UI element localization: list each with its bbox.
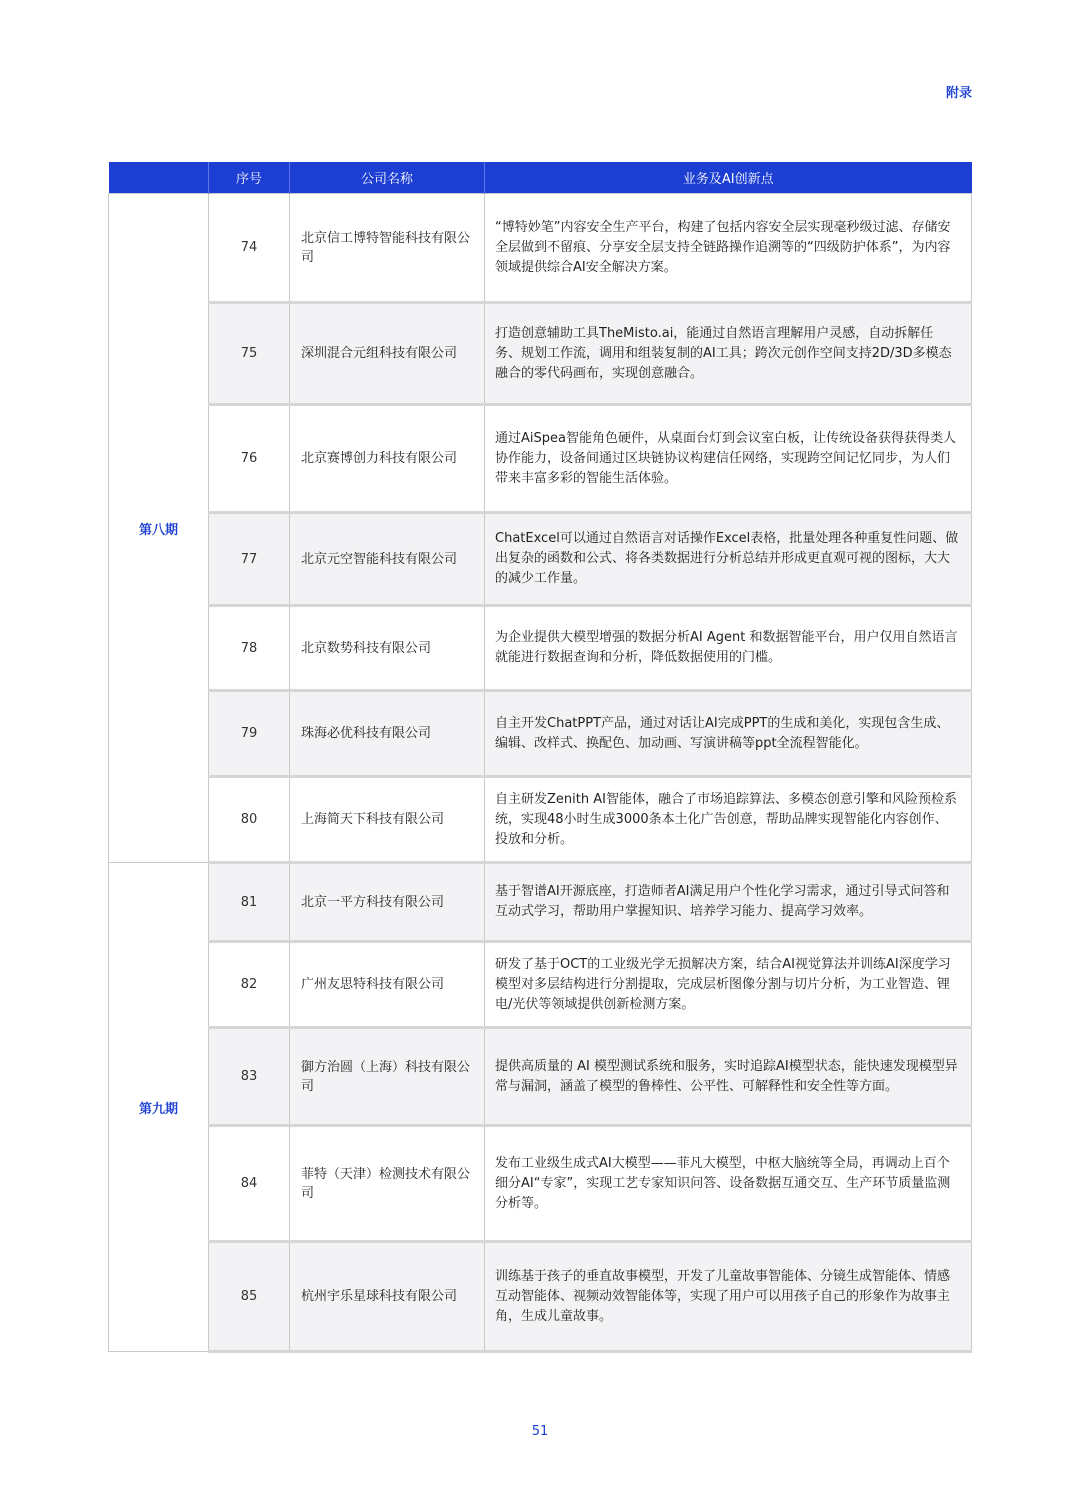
company-cell: 御方治圆（上海）科技有限公司 [290, 1028, 485, 1126]
column-header-period [109, 162, 209, 194]
desc-cell: 发布工业级生成式AI大模型——菲凡大模型，中枢大脑统等全局，再调动上百个细分AI“专家”，实现工艺专家知识问答、设备数据互通交互、生产环节质量监测分析等。 [485, 1126, 972, 1242]
company-cell: 上海简天下科技有限公司 [290, 777, 485, 863]
table-header-row [109, 162, 972, 194]
company-cell: 深圳混合元组科技有限公司 [290, 303, 485, 405]
table-row [109, 405, 972, 513]
desc-cell: 自主研发Zenith AI智能体，融合了市场追踪算法、多模态创意引擎和风险预检系统，实现48小时生成3000条本土化广告创意，帮助品牌实现智能化内容创作、投放和分析。 [485, 777, 972, 863]
seq-cell: 79 [209, 691, 290, 777]
seq-cell: 78 [209, 606, 290, 691]
company-cell: 北京赛博创力科技有限公司 [290, 405, 485, 513]
company-cell: 珠海必优科技有限公司 [290, 691, 485, 777]
column-header-company: 公司名称 [290, 162, 485, 194]
seq-cell: 81 [209, 863, 290, 942]
page-number: 51 [531, 1424, 549, 1439]
company-cell: 北京信工博特智能科技有限公司 [290, 194, 485, 303]
seq-cell: 85 [209, 1242, 290, 1352]
table-row [109, 777, 972, 863]
company-cell: 北京元空智能科技有限公司 [290, 513, 485, 606]
seq-cell: 77 [209, 513, 290, 606]
section-label: 附录 [945, 86, 972, 101]
desc-cell: 基于智谱AI开源底座，打造师者AI满足用户个性化学习需求，通过引导式问答和互动式学习，帮助用户掌握知识、培养学习能力、提高学习效率。 [485, 863, 972, 942]
company-table [108, 162, 972, 1353]
desc-cell: 打造创意辅助工具TheMisto.ai，能通过自然语言理解用户灵感，自动拆解任务、规划工作流，调用和组装复制的AI工具；跨次元创作空间支持2D/3D多模态融合的零代码画布，实现创意融合。 [485, 303, 972, 405]
column-header-desc: 业务及AI创新点 [485, 162, 972, 194]
period-label: 第九期 [109, 863, 209, 1352]
seq-cell: 80 [209, 777, 290, 863]
table-row [109, 303, 972, 405]
table-row [109, 513, 972, 606]
seq-cell: 83 [209, 1028, 290, 1126]
seq-cell: 82 [209, 942, 290, 1028]
company-cell: 北京一平方科技有限公司 [290, 863, 485, 942]
table-row [109, 194, 972, 303]
seq-cell: 76 [209, 405, 290, 513]
seq-cell: 75 [209, 303, 290, 405]
desc-cell: 自主开发ChatPPT产品，通过对话让AI完成PPT的生成和美化，实现包含生成、编辑、改样式、换配色、加动画、写演讲稿等ppt全流程智能化。 [485, 691, 972, 777]
column-header-seq: 序号 [209, 162, 290, 194]
table-row [109, 606, 972, 691]
period-label: 第八期 [109, 194, 209, 863]
desc-cell: ChatExcel可以通过自然语言对话操作Excel表格，批量处理各种重复性问题、做出复杂的函数和公式、将各类数据进行分析总结并形成更直观可视的图标，大大的减少工作量。 [485, 513, 972, 606]
table-row [109, 691, 972, 777]
table-row [109, 1242, 972, 1352]
desc-cell: 训练基于孩子的垂直故事模型，开发了儿童故事智能体、分镜生成智能体、情感互动智能体、视频动效智能体等，实现了用户可以用孩子自己的形象作为故事主角，生成儿童故事。 [485, 1242, 972, 1352]
company-cell: 广州友思特科技有限公司 [290, 942, 485, 1028]
seq-cell: 84 [209, 1126, 290, 1242]
table-row [109, 863, 972, 942]
desc-cell: 提供高质量的 AI 模型测试系统和服务，实时追踪AI模型状态，能快速发现模型异常与漏洞，涵盖了模型的鲁棒性、公平性、可解释性和安全性等方面。 [485, 1028, 972, 1126]
seq-cell: 74 [209, 194, 290, 303]
desc-cell: 通过AiSpea智能角色硬件，从桌面台灯到会议室白板，让传统设备获得获得类人协作能力，设备间通过区块链协议构建信任网络，实现跨空间记忆同步，为人们带来丰富多彩的智能生活体验。 [485, 405, 972, 513]
table-row [109, 1126, 972, 1242]
company-cell: 杭州宇乐星球科技有限公司 [290, 1242, 485, 1352]
table-row [109, 942, 972, 1028]
company-cell: 菲特（天津）检测技术有限公司 [290, 1126, 485, 1242]
desc-cell: 研发了基于OCT的工业级光学无损解决方案，结合AI视觉算法并训练AI深度学习模型对多层结构进行分割提取，完成层析图像分割与切片分析，为工业智造、锂电/光伏等领域提供创新检测方案。 [485, 942, 972, 1028]
table-row [109, 1028, 972, 1126]
desc-cell: 为企业提供大模型增强的数据分析AI Agent 和数据智能平台，用户仅用自然语言就能进行数据查询和分析，降低数据使用的门槛。 [485, 606, 972, 691]
company-cell: 北京数势科技有限公司 [290, 606, 485, 691]
desc-cell: “博特妙笔”内容安全生产平台，构建了包括内容安全层实现毫秒级过滤、存储安全层做到不留痕、分享安全层支持全链路操作追溯等的“四级防护体系”，为内容领域提供综合AI安全解决方案。 [485, 194, 972, 303]
